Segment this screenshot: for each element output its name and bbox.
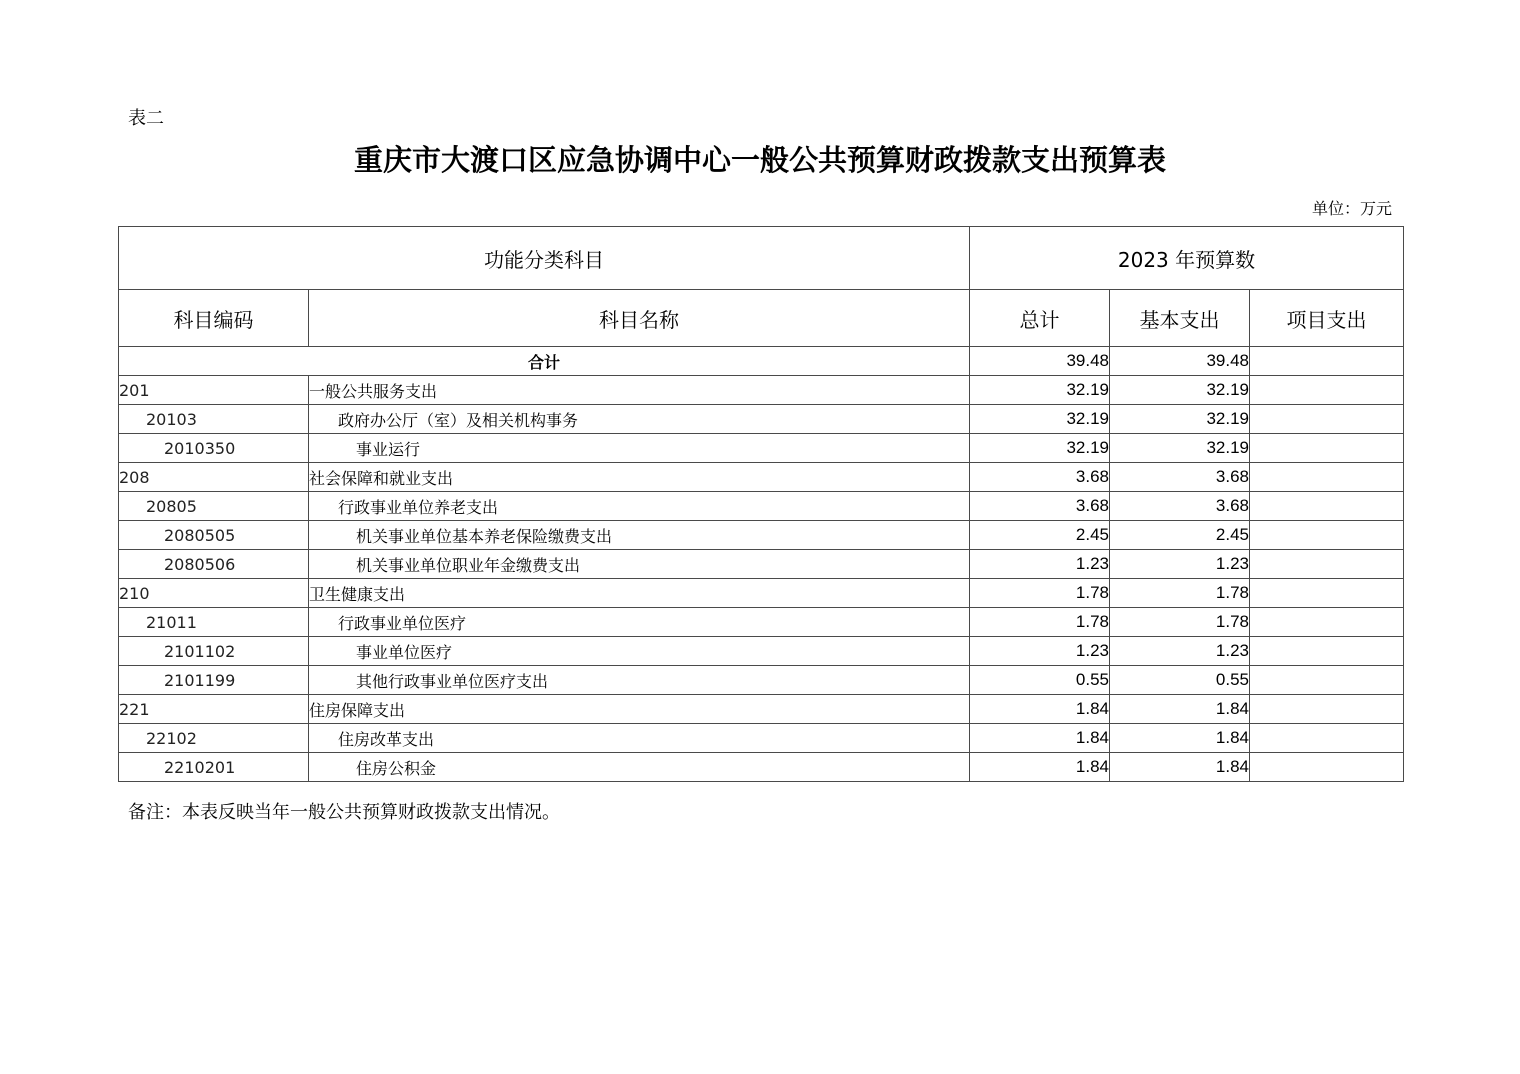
unit-label: 单位：万元	[1311, 199, 1392, 218]
row-total: 1.23	[970, 637, 1110, 666]
row-name: 机关事业单位基本养老保险缴费支出	[309, 521, 970, 550]
table-row	[119, 405, 1404, 434]
row-name: 住房改革支出	[309, 724, 970, 753]
row-code: 201	[119, 376, 309, 405]
table-row	[119, 637, 1404, 666]
row-basic: 3.68	[1110, 463, 1250, 492]
row-project	[1250, 608, 1404, 637]
row-project	[1250, 550, 1404, 579]
total-row	[119, 347, 1404, 376]
row-name: 政府办公厅（室）及相关机构事务	[309, 405, 970, 434]
table-row	[119, 550, 1404, 579]
row-basic: 1.84	[1110, 724, 1250, 753]
row-code: 2210201	[119, 753, 309, 782]
row-basic: 3.68	[1110, 492, 1250, 521]
row-project	[1250, 695, 1404, 724]
row-name: 一般公共服务支出	[309, 376, 970, 405]
row-total: 1.84	[970, 753, 1110, 782]
row-basic: 1.23	[1110, 637, 1250, 666]
table-row	[119, 724, 1404, 753]
row-project	[1250, 434, 1404, 463]
header-code: 科目编码	[119, 290, 309, 347]
row-total: 1.78	[970, 608, 1110, 637]
row-project	[1250, 521, 1404, 550]
row-name: 事业运行	[309, 434, 970, 463]
table-row	[119, 492, 1404, 521]
row-code: 20805	[119, 492, 309, 521]
budget-table	[118, 226, 1404, 782]
header-row-2	[119, 290, 1404, 347]
row-name: 行政事业单位医疗	[309, 608, 970, 637]
row-basic: 1.23	[1110, 550, 1250, 579]
row-project	[1250, 492, 1404, 521]
total-row-project	[1250, 347, 1404, 376]
row-project	[1250, 753, 1404, 782]
table-row	[119, 376, 1404, 405]
row-total: 32.19	[970, 376, 1110, 405]
row-basic: 2.45	[1110, 521, 1250, 550]
row-basic: 1.84	[1110, 695, 1250, 724]
header-row-1	[119, 227, 1404, 290]
row-name: 住房保障支出	[309, 695, 970, 724]
row-total: 1.84	[970, 695, 1110, 724]
row-code: 2080506	[119, 550, 309, 579]
row-basic: 0.55	[1110, 666, 1250, 695]
row-code: 208	[119, 463, 309, 492]
table-row	[119, 608, 1404, 637]
row-basic: 32.19	[1110, 376, 1250, 405]
table-row	[119, 521, 1404, 550]
row-name: 社会保障和就业支出	[309, 463, 970, 492]
table-row	[119, 666, 1404, 695]
row-code: 2080505	[119, 521, 309, 550]
row-code: 21011	[119, 608, 309, 637]
row-total: 1.84	[970, 724, 1110, 753]
row-total: 1.78	[970, 579, 1110, 608]
row-name: 住房公积金	[309, 753, 970, 782]
row-total: 1.23	[970, 550, 1110, 579]
header-functional-category: 功能分类科目	[119, 227, 970, 290]
header-total: 总计	[970, 290, 1110, 347]
row-name: 机关事业单位职业年金缴费支出	[309, 550, 970, 579]
row-project	[1250, 405, 1404, 434]
row-code: 210	[119, 579, 309, 608]
row-basic: 32.19	[1110, 434, 1250, 463]
row-total: 32.19	[970, 405, 1110, 434]
row-basic: 32.19	[1110, 405, 1250, 434]
row-basic: 1.84	[1110, 753, 1250, 782]
row-name: 其他行政事业单位医疗支出	[309, 666, 970, 695]
table-row	[119, 695, 1404, 724]
row-code: 20103	[119, 405, 309, 434]
document-title: 重庆市大渡口区应急协调中心一般公共预算财政拨款支出预算表	[353, 143, 1166, 177]
total-label: 合计	[119, 347, 970, 376]
row-name: 卫生健康支出	[309, 579, 970, 608]
row-name: 事业单位医疗	[309, 637, 970, 666]
row-project	[1250, 637, 1404, 666]
row-project	[1250, 724, 1404, 753]
row-code: 22102	[119, 724, 309, 753]
table-number-label: 表二	[128, 108, 164, 129]
row-code: 2101199	[119, 666, 309, 695]
row-total: 3.68	[970, 492, 1110, 521]
table-row	[119, 434, 1404, 463]
table-row	[119, 753, 1404, 782]
header-name: 科目名称	[309, 290, 970, 347]
row-name: 行政事业单位养老支出	[309, 492, 970, 521]
table-row	[119, 463, 1404, 492]
total-row-total: 39.48	[970, 347, 1110, 376]
row-project	[1250, 463, 1404, 492]
total-row-basic: 39.48	[1110, 347, 1250, 376]
row-basic: 1.78	[1110, 608, 1250, 637]
row-total: 2.45	[970, 521, 1110, 550]
header-basic: 基本支出	[1110, 290, 1250, 347]
header-budget-2023: 2023 年预算数	[970, 227, 1404, 290]
row-total: 3.68	[970, 463, 1110, 492]
row-project	[1250, 376, 1404, 405]
row-basic: 1.78	[1110, 579, 1250, 608]
row-code: 221	[119, 695, 309, 724]
row-project	[1250, 579, 1404, 608]
footnote: 备注：本表反映当年一般公共预算财政拨款支出情况。	[128, 802, 560, 823]
row-total: 0.55	[970, 666, 1110, 695]
header-project: 项目支出	[1250, 290, 1404, 347]
table-row	[119, 579, 1404, 608]
row-project	[1250, 666, 1404, 695]
row-code: 2101102	[119, 637, 309, 666]
row-code: 2010350	[119, 434, 309, 463]
row-total: 32.19	[970, 434, 1110, 463]
